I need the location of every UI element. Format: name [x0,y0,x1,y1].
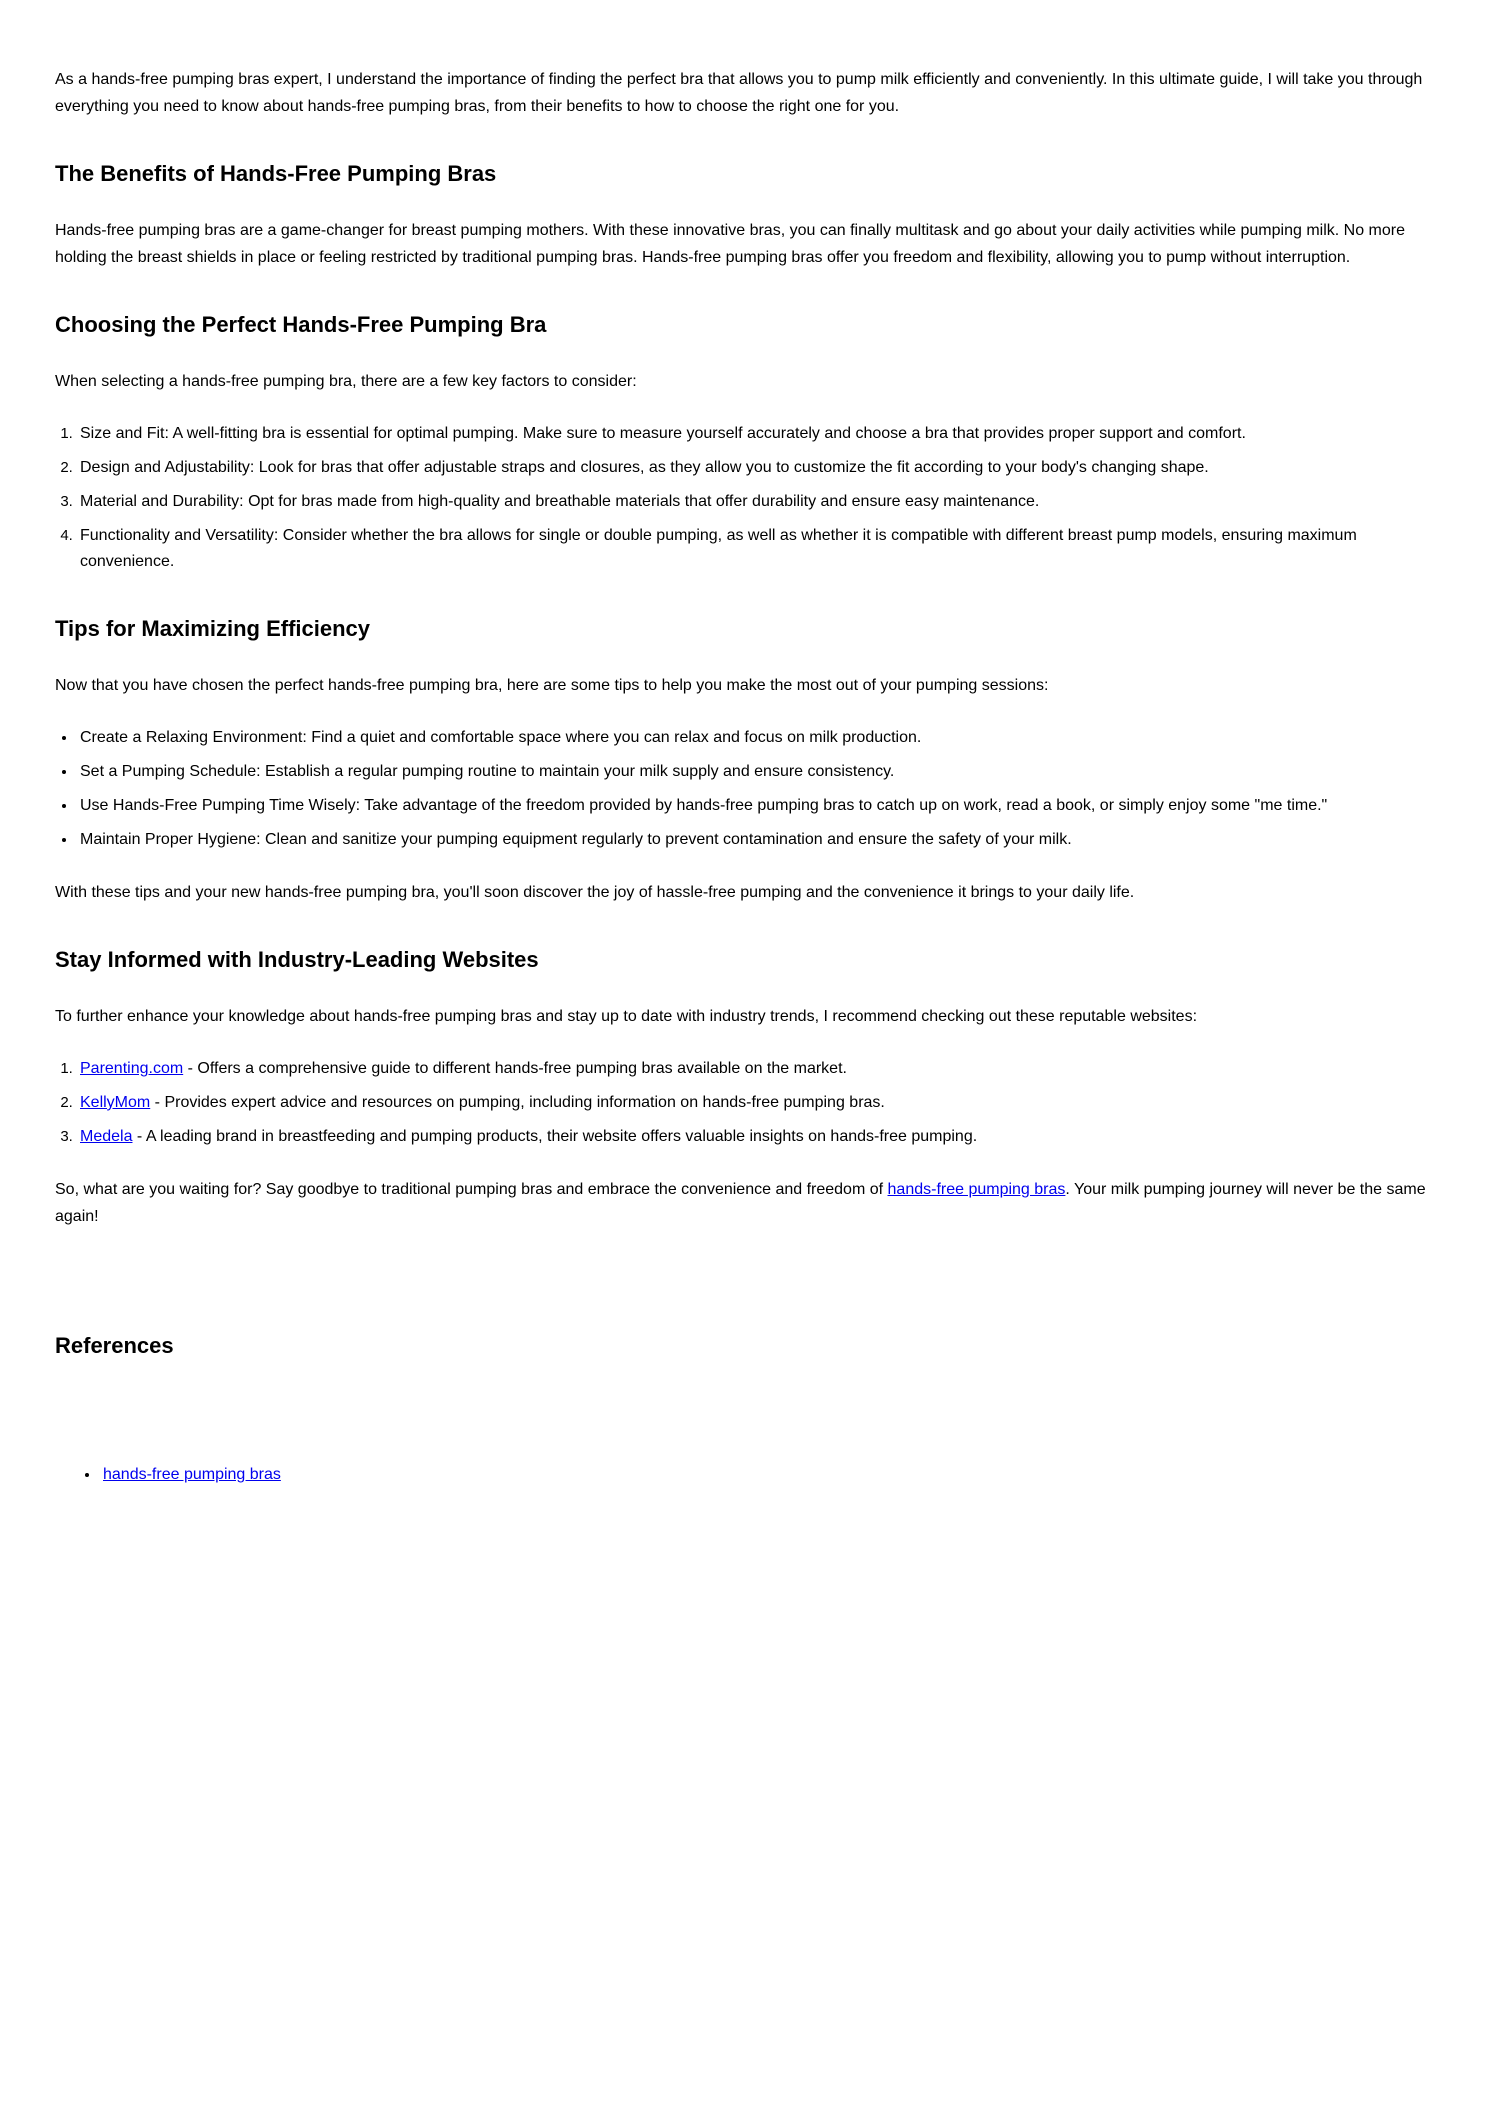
heading-tips: Tips for Maximizing Efficiency [55,616,370,641]
cta-hands-free-pumping-bras-link[interactable]: hands-free pumping bras [887,1181,1066,1198]
reference-hands-free-pumping-bras-link[interactable]: hands-free pumping bras [103,1466,281,1483]
choosing-intro-paragraph: When selecting a hands-free pumping bra, there are a few key factors to consider: [55,373,637,390]
list-item: • Create a Relaxing Environment: Find a quiet and comfortable space where you can relax and focus on milk production. [77,725,1445,751]
cta-text-before: So, what are you waiting for? Say goodbye to traditional pumping bras and embrace the convenience and freedom of [55,1181,888,1198]
heading-stay-informed: Stay Informed with Industry-Leading Websites [55,947,539,972]
list-item: 3. Material and Durability: Opt for bras made from high-quality and breathable materials that offer durability and ensure easy maintenance. [77,489,1445,515]
medela-link[interactable]: Medela [80,1128,133,1145]
website-description: - A leading brand in breastfeeding and pumping products, their website offers valuable insights on hands-free pumping. [132,1128,978,1145]
heading-references: References [55,1333,174,1358]
website-description: - Offers a comprehensive guide to different hands-free pumping bras available on the market. [183,1060,847,1077]
list-item: • Set a Pumping Schedule: Establish a regular pumping routine to maintain your milk supply and ensure consistency. [77,759,1445,785]
list-item [77,1056,1445,1082]
stay-informed-intro-paragraph: To further enhance your knowledge about hands-free pumping bras and stay up to date with industry trends, I recommend checking out these reputable websites: [55,1008,1198,1025]
heading-benefits: The Benefits of Hands-Free Pumping Bras [55,161,497,186]
list-item [77,1124,1445,1150]
choosing-factors-list [55,421,1445,575]
intro-paragraph: As a hands-free pumping bras expert, I understand the importance of finding the perfect bra that allows you to pump milk efficiently and conveniently. In this ultimate guide, I will take you through everything you need to know about hands-free pumping bras, from their benefits to how to choose the right one for you. [55,71,1423,115]
tips-list [55,725,1445,853]
heading-choosing: Choosing the Perfect Hands-Free Pumping Bra [55,312,547,337]
kellymom-link[interactable]: KellyMom [80,1094,151,1111]
cta-paragraph [55,1176,1445,1230]
list-item: 4. Functionality and Versatility: Consider whether the bra allows for single or double pumping, as well as whether it is compatible with different breast pump models, ensuring maximum convenience. [77,523,1445,575]
cta-text-after: . Your milk pumping journey will never be the same again! [55,1181,1426,1225]
references-list [55,1462,1445,1488]
list-item [77,1090,1445,1116]
list-item: 2. Design and Adjustability: Look for bras that offer adjustable straps and closures, as they allow you to customize the fit according to your body's changing shape. [77,455,1445,481]
websites-list [55,1056,1445,1150]
benefits-paragraph: Hands-free pumping bras are a game-changer for breast pumping mothers. With these innovative bras, you can finally multitask and go about your daily activities while pumping milk. No more holding the breast shields in place or feeling restricted by traditional pumping bras. Hands-free pumping bras offer you freedom and flexibility, allowing you to pump without interruption. [55,222,1405,266]
reference-item [100,1462,1445,1488]
list-item: • Use Hands-Free Pumping Time Wisely: Take advantage of the freedom provided by hands-free pumping bras to catch up on work, read a book, or simply enjoy some "me time." [77,793,1445,819]
tips-outro-paragraph: With these tips and your new hands-free pumping bra, you'll soon discover the joy of hassle-free pumping and the convenience it brings to your daily life. [55,884,1135,901]
tips-intro-paragraph: Now that you have chosen the perfect hands-free pumping bra, here are some tips to help you make the most out of your pumping sessions: [55,677,1049,694]
parenting-com-link[interactable]: Parenting.com [80,1060,184,1077]
website-description: - Provides expert advice and resources on pumping, including information on hands-free pumping bras. [150,1094,885,1111]
list-item: • Maintain Proper Hygiene: Clean and sanitize your pumping equipment regularly to prevent contamination and ensure the safety of your milk. [77,827,1445,853]
list-item: 1. Size and Fit: A well-fitting bra is essential for optimal pumping. Make sure to measure yourself accurately and choose a bra that provides proper support and comfort. [77,421,1445,447]
